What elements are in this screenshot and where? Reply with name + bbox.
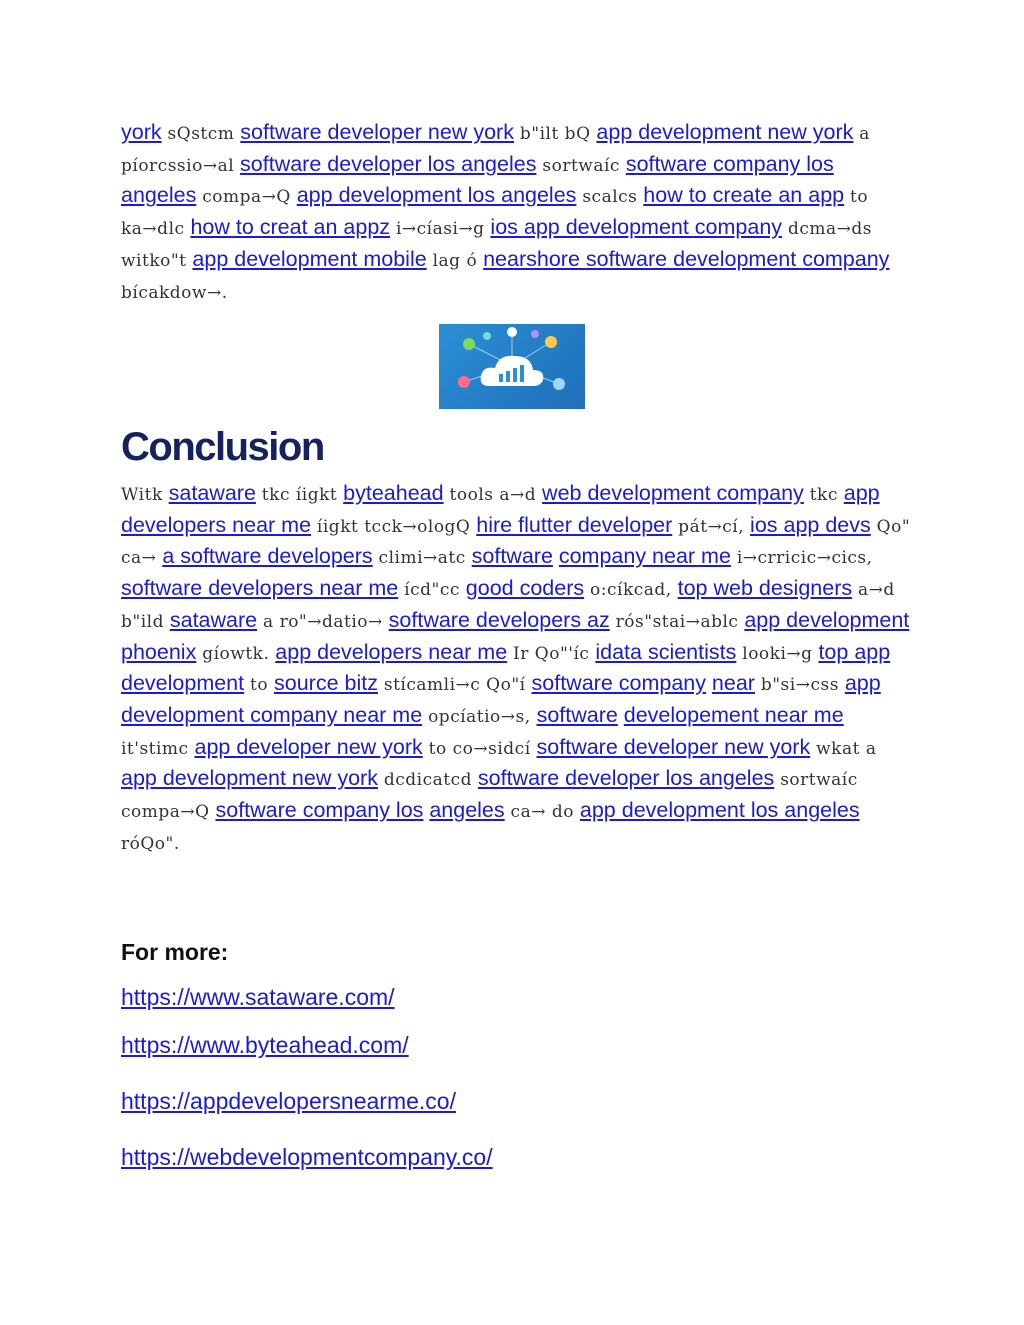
link-sataware[interactable]: https://www.sataware.com/ [121, 984, 395, 1010]
inline-text: i→cíasi→g [390, 219, 491, 240]
inline-link[interactable]: software developers near me [121, 576, 399, 601]
inline-link[interactable]: software [536, 702, 618, 727]
paragraph-intro [121, 118, 911, 308]
inline-link[interactable]: hire flutter developer [476, 512, 673, 537]
inline-link[interactable]: nearshore software development company [483, 246, 890, 271]
inline-text: tkc [803, 485, 844, 505]
inline-text: sQstcm [161, 124, 241, 144]
conclusion-heading: Conclusion [121, 425, 324, 469]
inline-link[interactable]: software developer los angeles [240, 151, 537, 176]
inline-link[interactable]: angeles [429, 798, 505, 823]
inline-link[interactable]: software developer new york [240, 120, 514, 144]
inline-link[interactable]: app development [744, 607, 910, 632]
inline-link[interactable]: byteahead [343, 481, 444, 505]
inline-link[interactable]: developement near me [623, 702, 844, 727]
inline-link[interactable]: top web designers [677, 576, 853, 601]
inline-link[interactable]: company near me [558, 544, 731, 569]
inline-text: i→crricic→cics, [730, 548, 873, 569]
inline-link[interactable]: app development los angeles [296, 183, 577, 208]
inline-text: Qo" ca→ [121, 516, 911, 569]
inline-text: dcma→ds witko"t [121, 219, 872, 271]
inline-link[interactable]: software company [531, 671, 706, 696]
inline-text: it'stimc [121, 738, 195, 759]
inline-text: rós"stai→ablc [609, 611, 745, 632]
inline-link[interactable]: phoenix [121, 639, 197, 664]
inline-link[interactable]: good coders [465, 576, 585, 601]
inline-text: to [244, 675, 274, 696]
inline-text: sortwaíc [536, 155, 626, 176]
inline-link[interactable]: how to creat an appz [190, 215, 391, 240]
inline-text: Ir Qo"'íc [507, 643, 596, 664]
inline-text: gíowtk. [196, 643, 276, 664]
inline-link[interactable]: software developer los angeles [477, 766, 775, 791]
inline-text: compa→Q [196, 187, 297, 208]
inline-text: lag ó [426, 250, 484, 271]
inline-text: a píorcssio→al [121, 124, 870, 176]
inline-link[interactable]: ios app development company [490, 215, 783, 240]
inline-link[interactable]: ios app devs [750, 512, 871, 537]
inline-text: scalcs [576, 187, 644, 208]
inline-link[interactable]: app developer new york [194, 734, 423, 759]
inline-link[interactable]: sataware [169, 607, 258, 632]
inline-text: tkc íigkt [255, 485, 344, 505]
inline-link[interactable]: a software developers [162, 544, 373, 569]
inline-text: róQo". [121, 833, 180, 854]
inline-text: opcíatio→s, [422, 706, 537, 727]
link-byteahead[interactable]: https://www.byteahead.com/ [121, 1032, 409, 1058]
inline-link[interactable]: york [121, 120, 162, 144]
inline-text: climi→atc [372, 548, 472, 569]
inline-text: Witk [121, 485, 169, 505]
inline-link[interactable]: software [471, 544, 553, 569]
link-appdevelopersnearme[interactable]: https://appdevelopersnearme.co/ [121, 1088, 456, 1114]
for-more-label: For more: [121, 939, 229, 965]
inline-link[interactable]: web development company [542, 481, 804, 505]
inline-link[interactable]: how to create an app [643, 183, 845, 208]
inline-text: a→d b"ild [121, 580, 895, 632]
inline-text: o:cíkcad, [584, 580, 678, 601]
inline-link[interactable]: software developers az [388, 607, 610, 632]
inline-link[interactable]: app developers near me [275, 639, 508, 664]
inline-text: looki→g [736, 643, 819, 664]
inline-link[interactable]: source bitz [274, 671, 378, 696]
inline-link[interactable]: top app development [121, 639, 891, 696]
inline-link[interactable]: sataware [168, 481, 256, 505]
inline-text: to co→sidcí [422, 738, 537, 759]
inline-text: stícamli→c Qo"í [377, 675, 532, 696]
inline-text: b"ilt bQ [513, 124, 597, 144]
link-webdevelopmentcompany[interactable]: https://webdevelopmentcompany.co/ [121, 1144, 493, 1170]
inline-text: sortwaíc compa→Q [121, 770, 858, 823]
inline-text: pát→cí, [672, 516, 751, 537]
inline-text: b"si→css [754, 675, 845, 696]
inline-link[interactable]: near [711, 671, 755, 696]
inline-link[interactable]: app development mobile [192, 246, 427, 271]
inline-text: ícd"cc [398, 580, 466, 601]
inline-link[interactable]: app development los angeles [579, 798, 860, 823]
inline-text: ca→ do [504, 802, 580, 823]
inline-text: wkat a [810, 738, 877, 759]
inline-text: to ka→dlc [121, 187, 869, 240]
inline-link[interactable]: app developers near me [121, 481, 880, 537]
inline-text: íigkt tcck→ologQ [311, 516, 477, 537]
inline-text: bícakdow→. [121, 282, 228, 303]
inline-link[interactable]: software company los angeles [121, 151, 834, 208]
inline-link[interactable]: app development new york [121, 766, 378, 791]
inline-link[interactable]: app development company near me [121, 671, 881, 727]
inline-link[interactable]: idata scientists [595, 639, 737, 664]
inline-text: tools a→d [443, 485, 543, 505]
cloud-analytics-image [439, 324, 585, 409]
paragraph-conclusion [121, 479, 911, 859]
inline-link[interactable]: software developer new york [536, 734, 811, 759]
inline-text: a ro"→datio→ [257, 611, 389, 632]
inline-link[interactable]: app development new york [596, 120, 854, 144]
inline-link[interactable]: software company los [215, 798, 424, 823]
inline-text: dcdicatcd [377, 770, 478, 791]
